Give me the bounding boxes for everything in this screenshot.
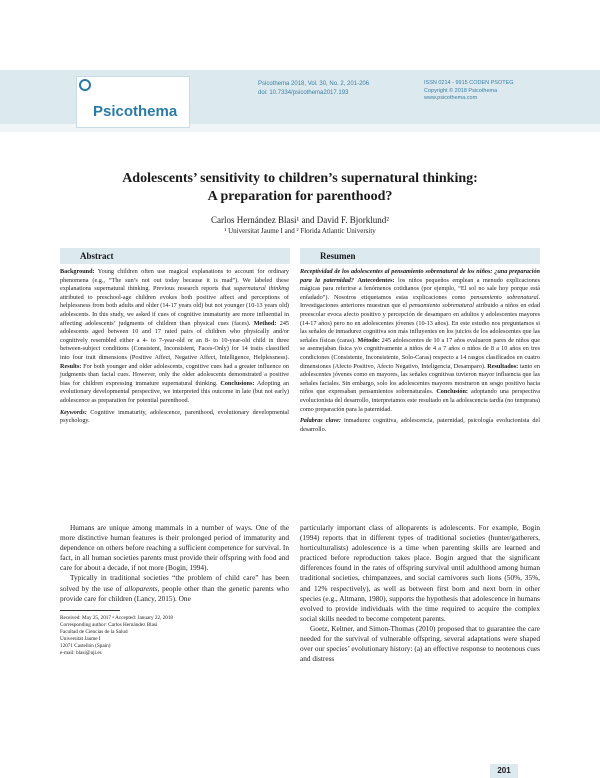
received-dates: Received: May 25, 2017 • Accepted: January 22, 2018 — [60, 615, 174, 621]
correspondence-note — [60, 615, 173, 656]
authors: Carlos Hernández Blasi¹ and David F. Bjorklund² — [211, 215, 389, 225]
journal-header — [0, 70, 600, 134]
abstract-heading: Abstract — [60, 248, 290, 264]
university: Universitat Jaume I — [60, 635, 101, 642]
footnote-rule — [60, 610, 120, 611]
body-left-column — [60, 523, 289, 604]
logo-mark-icon — [79, 79, 91, 91]
affiliations: ¹ Universitat Jaume I and ² Florida Atlantic University — [224, 227, 376, 235]
copyright: Copyright © 2018 Psicothema — [424, 87, 498, 94]
abstract-english — [60, 268, 289, 426]
body-right-column — [300, 523, 540, 664]
body-paragraph: Typically in traditional societies “the problem of child care” has been solved by the use of alloparents, people other than the genetic parents who provide care for children (Lancy, 2015). One — [60, 573, 289, 603]
doi: doi: 10.7334/psicothema2017.193 — [258, 90, 349, 96]
article-title — [60, 170, 540, 206]
body-paragraph: Humans are unique among mammals in a number of ways. One of the more distinctive human features is their prolonged period of immaturity and dependence on others before reaching a sufficient competence for survival. In fact, in all human societies parents must provide their offspring with food and care for about a decade, if not more (Bogin, 1994). — [60, 523, 289, 573]
issn: ISSN 0214 - 9915 CODEN PSOTEG — [424, 80, 514, 86]
abstract-spanish — [300, 268, 540, 434]
website: www.psicothema.com — [424, 95, 478, 101]
corresponding-author: Corresponding author: Carlos Hernández Blasi — [60, 621, 158, 628]
title-line-1: Adolescents’ sensitivity to children’s supernatural thinking: — [122, 171, 478, 186]
faculty: Facultad de Ciencias de la Salud — [60, 628, 128, 635]
logo-text: Psicothema — [93, 103, 178, 120]
keywords: Keywords: Cognitive immaturity, adolescence, parenthood, evolutionary developmental psychology. — [60, 408, 289, 425]
resumen-heading: Resumen — [300, 248, 540, 264]
city: 12071 Castellón (Spain) — [60, 642, 111, 649]
title-line-2: A preparation for parenthood? — [207, 189, 393, 204]
body-paragraph: Goetz, Keltner, and Simon-Thomas (2010) proposed that to guarantee the care needed for the survival of vulnerable offspring, several adaptations were shaped over our species’ evolutionary history: (a) an effective response to neotenous cues and distress — [300, 623, 540, 664]
body-paragraph: particularly important class of alloparents is adolescents. For example, Bogin (1994) reports that in different types of traditional societies (hunter/gatherers, horticulturalists) adolescence is a time when parenting skills are learned and practiced before reproduction takes place. Bogin argued that the significant differences found in the rates of offspring survival until adulthood among human traditional societies, chimpanzees, and social carnivores such lions (50%, 35%, and 12% respectively), as well as between first born and next born in other species (e.g., Altmann, 1980), supports the hypothesis that adolescence in humans evolved to provide individuals with the time required to acquire the complex social skills needed to become competent parents. — [300, 523, 540, 623]
abstract-body: Background: Young children often use magical explanations to account for ordinary phenomena (e.g., “The sun’s not out today because it is mad”). We labeled these explanations supernatural thinking. Previous research reports that supernatural thinking attributed to preschool-age children evokes both positive affect and perceptions of helplessness from both adults and older (14-17 years old) but not younger (10-13 years old) adolescents. In this study, we asked if cues of cognitive immaturity are more influential in affecting adolescents’ judgments of children than physical cues (faces). Method: 245 adolescents aged between 10 and 17 rated pairs of children who physically and/or cognitively resembled either a 4- to 7-year-old or an 8- to 10-year-old child in three between-subject conditions (Consistent, Inconsistent, Faces-Only) for 14 traits classified into four trait dimensions (Positive Affect, Negative Affect, Intelligence, Helplessness). Results: For both younger and older adolescents, cognitive cues had a greater influence on judgments than facial cues. However, only the older adolescents demonstrated a positive bias for children expressing immature supernatural thinking. Conclusions: Adopting an evolutionary developmental perspective, we interpreted this outcome in late (but not early) adolescence as preparation for potential parenthood. — [60, 268, 290, 404]
page-number: 201 — [490, 764, 518, 778]
header-citation-block — [258, 80, 369, 98]
palabras-clave: Palabras clave: inmadurez cognitiva, adolescencia, paternidad, psicología evolucionista del desarrollo. — [300, 417, 540, 433]
journal-logo — [76, 76, 190, 128]
header-issn-block — [424, 80, 514, 103]
citation: Psicothema 2018, Vol. 30, No. 2, 201-206 — [258, 81, 370, 87]
email: e-mail: blasi@uji.es — [60, 649, 102, 656]
resumen-body: Receptividad de los adolescentes al pensamiento sobrenatural de los niños: ¿una preparación para la paternidad? Antecedentes: los niños pequeños emplean a menudo explicaciones mágicas para referirse a fenómenos cotidianos (por ejemplo, “El sol no sale hoy porque está enfadado”). Nosotros etiquetamos estas explicaciones como pensamiento sobrenatural. Investigaciones anteriores muestran que el pensamiento sobrenatural atribuido a niños en edad preescolar evoca afecto positivo y percepción de desamparo en adultos y adolescentes mayores (14-17 años) pero no en adolescentes jóvenes (10-13 años). En este estudio nos preguntamos si las señales de inmadurez cognitiva son más influyentes en los juicios de los adolescentes que las señales físicas (caras). Método: 245 adolescentes de 10 a 17 años evaluaron pares de niños que se asemejaban física y/o cognitivamente a niños de 4 a 7 años o niños de 8 a 10 años en tres condiciones (Consistente, Inconsistente, Solo-Caras) respecto a 14 rasgos clasificados en cuatro dimensiones (Afecto Positivo, Afecto Negativo, Inteligencia, Desamparo). Resultados: tanto en adolescentes jóvenes como en mayores, las señales cognitivas tuvieron mayor influencia que las señales faciales. Sin embargo, solo los adolescentes mayores mostraron un sesgo positivo hacia niños que expresaban pensamientos sobrenaturales. Conclusión: adoptando una perspectiva evolucionista del desarrollo, interpretamos este resultado en la adolescencia tardía (no temprana) como preparación para la paternidad. — [300, 268, 541, 413]
